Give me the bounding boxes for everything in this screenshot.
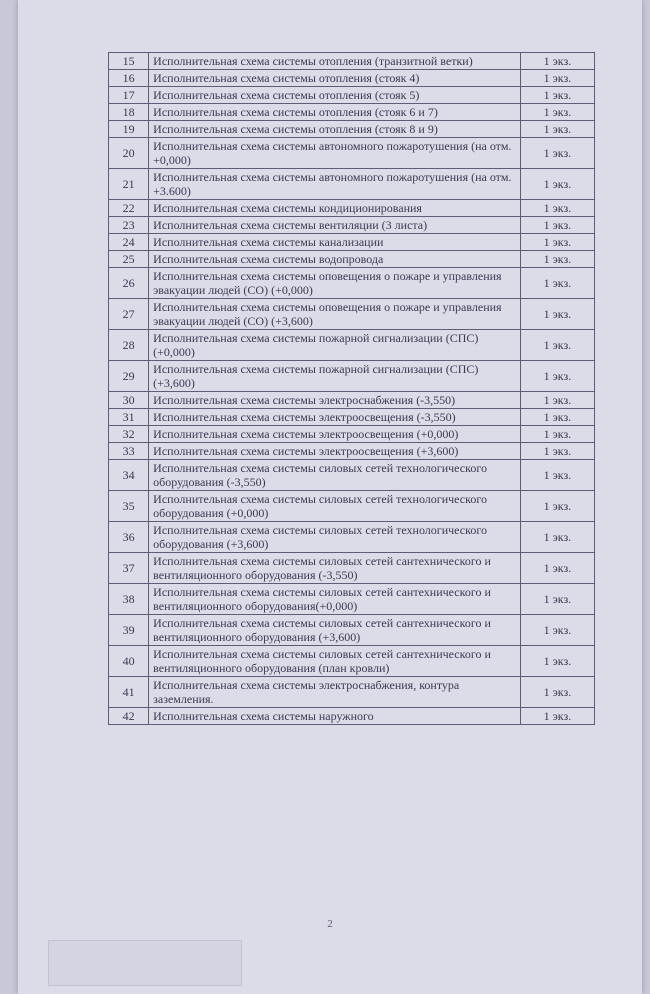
table-row bbox=[109, 121, 595, 138]
row-quantity: 1 экз. bbox=[520, 522, 594, 553]
table-row bbox=[109, 646, 595, 677]
row-number: 17 bbox=[109, 87, 149, 104]
document-list-table bbox=[108, 52, 595, 725]
row-title: Исполнительная схема системы пожарной сигнализации (СПС) (+3,600) bbox=[149, 361, 521, 392]
row-number: 23 bbox=[109, 217, 149, 234]
table-row bbox=[109, 491, 595, 522]
row-number: 37 bbox=[109, 553, 149, 584]
row-quantity: 1 экз. bbox=[520, 268, 594, 299]
table-row bbox=[109, 234, 595, 251]
row-quantity: 1 экз. bbox=[520, 234, 594, 251]
row-number: 22 bbox=[109, 200, 149, 217]
row-title: Исполнительная схема системы наружного bbox=[149, 708, 521, 725]
table-row bbox=[109, 708, 595, 725]
row-quantity: 1 экз. bbox=[520, 584, 594, 615]
row-number: 42 bbox=[109, 708, 149, 725]
row-quantity: 1 экз. bbox=[520, 200, 594, 217]
row-title: Исполнительная схема системы оповещения о пожаре и управления эвакуации людей (СО) (+3,600) bbox=[149, 299, 521, 330]
table-body bbox=[109, 53, 595, 725]
row-title: Исполнительная схема системы автономного пожаротушения (на отм. +0,000) bbox=[149, 138, 521, 169]
row-title: Исполнительная схема системы отопления (стояк 8 и 9) bbox=[149, 121, 521, 138]
table-row bbox=[109, 361, 595, 392]
row-number: 27 bbox=[109, 299, 149, 330]
table-row bbox=[109, 169, 595, 200]
table-row bbox=[109, 409, 595, 426]
row-quantity: 1 экз. bbox=[520, 708, 594, 725]
row-quantity: 1 экз. bbox=[520, 615, 594, 646]
row-number: 28 bbox=[109, 330, 149, 361]
row-quantity: 1 экз. bbox=[520, 169, 594, 200]
row-number: 30 bbox=[109, 392, 149, 409]
row-quantity: 1 экз. bbox=[520, 217, 594, 234]
faded-stamp bbox=[48, 940, 242, 986]
row-quantity: 1 экз. bbox=[520, 409, 594, 426]
table-row bbox=[109, 87, 595, 104]
row-quantity: 1 экз. bbox=[520, 646, 594, 677]
table-row bbox=[109, 217, 595, 234]
row-number: 19 bbox=[109, 121, 149, 138]
table-row bbox=[109, 553, 595, 584]
row-quantity: 1 экз. bbox=[520, 70, 594, 87]
row-quantity: 1 экз. bbox=[520, 53, 594, 70]
row-number: 40 bbox=[109, 646, 149, 677]
row-number: 39 bbox=[109, 615, 149, 646]
row-title: Исполнительная схема системы силовых сетей сантехнического и вентиляционного оборудования (план кровли) bbox=[149, 646, 521, 677]
row-title: Исполнительная схема системы отопления (стояк 5) bbox=[149, 87, 521, 104]
row-quantity: 1 экз. bbox=[520, 330, 594, 361]
table-row bbox=[109, 70, 595, 87]
table-row bbox=[109, 330, 595, 361]
row-quantity: 1 экз. bbox=[520, 361, 594, 392]
table-row bbox=[109, 460, 595, 491]
row-number: 24 bbox=[109, 234, 149, 251]
row-number: 26 bbox=[109, 268, 149, 299]
row-quantity: 1 экз. bbox=[520, 553, 594, 584]
table-row bbox=[109, 268, 595, 299]
row-title: Исполнительная схема системы силовых сетей технологического оборудования (+3,600) bbox=[149, 522, 521, 553]
row-number: 36 bbox=[109, 522, 149, 553]
row-number: 25 bbox=[109, 251, 149, 268]
row-quantity: 1 экз. bbox=[520, 491, 594, 522]
row-title: Исполнительная схема системы силовых сетей сантехнического и вентиляционного оборудования(+0,000) bbox=[149, 584, 521, 615]
table-row bbox=[109, 200, 595, 217]
row-number: 31 bbox=[109, 409, 149, 426]
row-title: Исполнительная схема системы отопления (стояк 4) bbox=[149, 70, 521, 87]
table-row bbox=[109, 677, 595, 708]
row-title: Исполнительная схема системы отопления (транзитной ветки) bbox=[149, 53, 521, 70]
row-number: 35 bbox=[109, 491, 149, 522]
row-title: Исполнительная схема системы силовых сетей сантехнического и вентиляционного оборудования (-3,550) bbox=[149, 553, 521, 584]
row-quantity: 1 экз. bbox=[520, 460, 594, 491]
row-number: 38 bbox=[109, 584, 149, 615]
table-row bbox=[109, 615, 595, 646]
table-row bbox=[109, 104, 595, 121]
row-title: Исполнительная схема системы электроснабжения, контура заземления. bbox=[149, 677, 521, 708]
row-title: Исполнительная схема системы кондиционирования bbox=[149, 200, 521, 217]
row-title: Исполнительная схема системы силовых сетей технологического оборудования (-3,550) bbox=[149, 460, 521, 491]
table-row bbox=[109, 392, 595, 409]
row-quantity: 1 экз. bbox=[520, 443, 594, 460]
row-title: Исполнительная схема системы оповещения о пожаре и управления эвакуации людей (СО) (+0,000) bbox=[149, 268, 521, 299]
row-number: 16 bbox=[109, 70, 149, 87]
row-title: Исполнительная схема системы отопления (стояк 6 и 7) bbox=[149, 104, 521, 121]
row-quantity: 1 экз. bbox=[520, 121, 594, 138]
row-quantity: 1 экз. bbox=[520, 138, 594, 169]
row-title: Исполнительная схема системы силовых сетей сантехнического и вентиляционного оборудования (+3,600) bbox=[149, 615, 521, 646]
row-title: Исполнительная схема системы пожарной сигнализации (СПС) (+0,000) bbox=[149, 330, 521, 361]
table-row bbox=[109, 443, 595, 460]
row-number: 41 bbox=[109, 677, 149, 708]
row-quantity: 1 экз. bbox=[520, 104, 594, 121]
table-row bbox=[109, 138, 595, 169]
page-number: 2 bbox=[327, 918, 333, 930]
row-number: 32 bbox=[109, 426, 149, 443]
row-quantity: 1 экз. bbox=[520, 87, 594, 104]
row-title: Исполнительная схема системы силовых сетей технологического оборудования (+0,000) bbox=[149, 491, 521, 522]
row-number: 15 bbox=[109, 53, 149, 70]
row-quantity: 1 экз. bbox=[520, 426, 594, 443]
table-row bbox=[109, 522, 595, 553]
table-row bbox=[109, 299, 595, 330]
row-quantity: 1 экз. bbox=[520, 392, 594, 409]
row-number: 21 bbox=[109, 169, 149, 200]
row-quantity: 1 экз. bbox=[520, 299, 594, 330]
row-quantity: 1 экз. bbox=[520, 251, 594, 268]
row-title: Исполнительная схема системы водопровода bbox=[149, 251, 521, 268]
row-title: Исполнительная схема системы канализации bbox=[149, 234, 521, 251]
table-row bbox=[109, 251, 595, 268]
table-row bbox=[109, 426, 595, 443]
row-number: 33 bbox=[109, 443, 149, 460]
row-number: 20 bbox=[109, 138, 149, 169]
row-title: Исполнительная схема системы электроосвещения (+3,600) bbox=[149, 443, 521, 460]
row-quantity: 1 экз. bbox=[520, 677, 594, 708]
row-number: 18 bbox=[109, 104, 149, 121]
table-row bbox=[109, 584, 595, 615]
row-title: Исполнительная схема системы электроосвещения (-3,550) bbox=[149, 409, 521, 426]
row-number: 29 bbox=[109, 361, 149, 392]
row-number: 34 bbox=[109, 460, 149, 491]
row-title: Исполнительная схема системы электроосвещения (+0,000) bbox=[149, 426, 521, 443]
row-title: Исполнительная схема системы автономного пожаротушения (на отм. +3.600) bbox=[149, 169, 521, 200]
table-row bbox=[109, 53, 595, 70]
document-page bbox=[18, 0, 642, 994]
row-title: Исполнительная схема системы вентиляции (3 листа) bbox=[149, 217, 521, 234]
row-title: Исполнительная схема системы электроснабжения (-3,550) bbox=[149, 392, 521, 409]
